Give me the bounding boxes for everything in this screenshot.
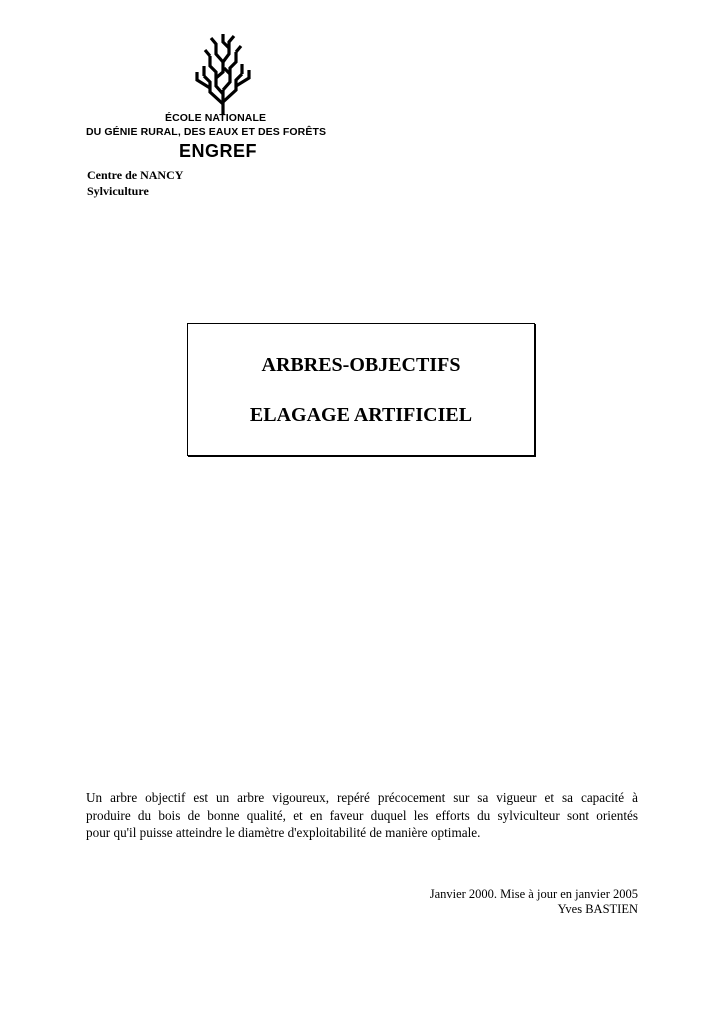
title-line-1: ARBRES-OBJECTIFS bbox=[261, 354, 461, 376]
tree-branches-logo-icon bbox=[190, 32, 256, 114]
centre-label: Centre de NANCY bbox=[87, 168, 184, 182]
author-name: Yves BASTIEN bbox=[557, 902, 638, 916]
institution-name-line2: DU GÉNIE RURAL, DES EAUX ET DES FORÊTS bbox=[86, 126, 327, 138]
definition-line: pour qu'il puisse atteindre le diamètre d'exploitabilité de manière optimale. bbox=[86, 825, 481, 840]
definition-line: produire du bois de bonne qualité, et en faveur duquel les efforts du sylviculteur sont orientés bbox=[86, 807, 638, 823]
institution-name-line1: ÉCOLE NATIONALE bbox=[165, 112, 267, 124]
institution-acronym: ENGREF bbox=[179, 141, 258, 161]
title-box bbox=[187, 323, 535, 456]
definition-paragraph bbox=[86, 789, 638, 842]
definition-line: Un arbre objectif est un arbre vigoureux, repéré précocement sur sa vigueur et sa capacité à bbox=[86, 790, 638, 805]
publication-date: Janvier 2000. Mise à jour en janvier 2005 bbox=[429, 887, 638, 901]
title-line-2: ELAGAGE ARTIFICIEL bbox=[249, 404, 473, 426]
department-label: Sylviculture bbox=[87, 184, 149, 198]
